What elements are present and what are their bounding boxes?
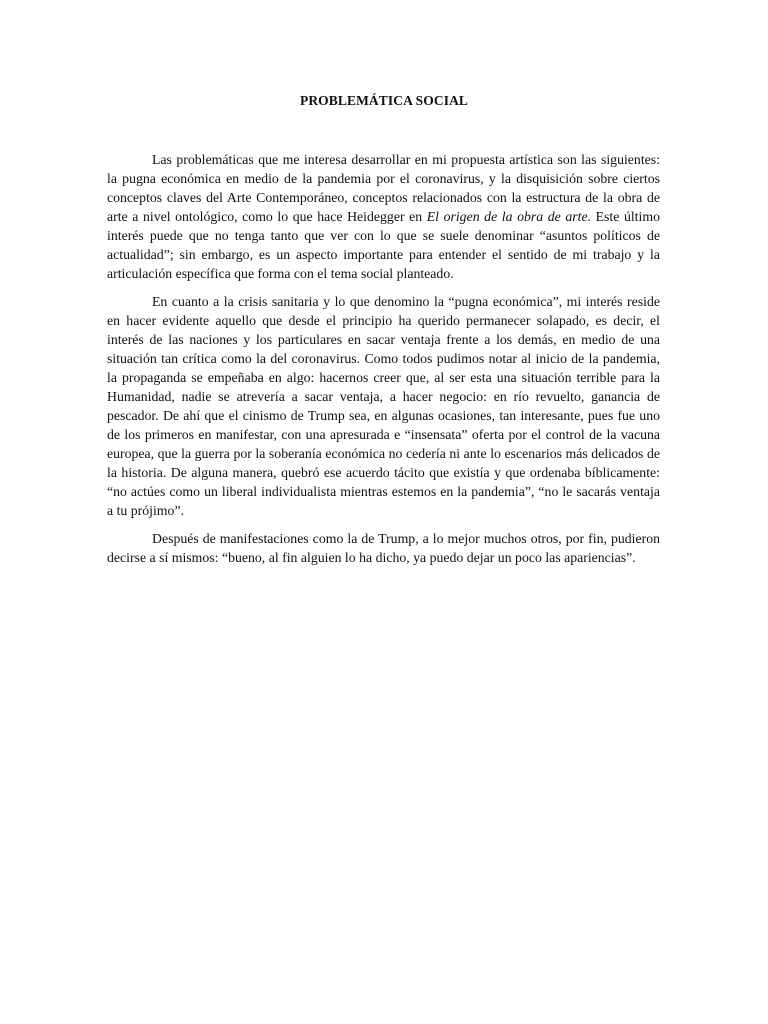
paragraph-3: Después de manifestaciones como la de Trump, a lo mejor muchos otros, por fin, pudieron decirse a sí mismos: “bueno, al fin alguien lo ha dicho, ya puedo dejar un poco las apariencias”. (107, 531, 660, 565)
document-body (107, 150, 660, 576)
paragraph-2: En cuanto a la crisis sanitaria y lo que denomino la “pugna económica”, mi interés reside en hacer evidente aquello que desde el principio ha querido permanecer solapado, es decir, el interés de las naciones y los particulares en sacar ventaja frente a los demás, en medio de una situación tan crítica como la del coronavirus. Como todos pudimos notar al inicio de la pandemia, la propaganda se empeñaba en algo: hacernos creer que, al ser esta una situación terrible para la Humanidad, nadie se atrevería a sacar ventaja, a hacer negocio: en río revuelto, ganancia de pescador. De ahí que el cinismo de Trump sea, en algunas ocasiones, tan interesante, pues fue uno de los primeros en manifestar, con una apresurada e “insensata” oferta por el control de la vacuna europea, que la guerra por la soberanía económica no cedería ni ante lo escenarios más delicados de la historia. De alguna manera, quebró ese acuerdo tácito que existía y que ordenaba bíblicamente: “no actúes como un liberal individualista mientras estemos en la pandemia”, “no le sacarás ventaja a tu prójimo”. (107, 294, 660, 518)
paragraph-1-text-end: Este último interés puede que no tenga tanto que ver con lo que se suele denominar “asuntos políticos de actualidad”; sin embargo, es un aspecto importante para entender el sentido de mi trabajo y la articulación específica que forma con el tema social planteado. (107, 209, 660, 281)
paragraph-1 (107, 150, 660, 283)
paragraph-1-text-start: Las problemáticas que me interesa desarrollar en mi propuesta artística son las siguientes: la pugna económica en medio de la pandemia por el coronavirus, y la disquisición sobre ciertos conceptos claves del Arte Contemporáneo, conceptos relacionados con la estructura de la obra de arte a nivel ontológico, como lo que hace Heidegger en (107, 152, 660, 224)
document-title: PROBLEMÁTICA SOCIAL (299, 93, 469, 108)
book-title-reference: El origen de la obra de arte. (426, 209, 592, 224)
